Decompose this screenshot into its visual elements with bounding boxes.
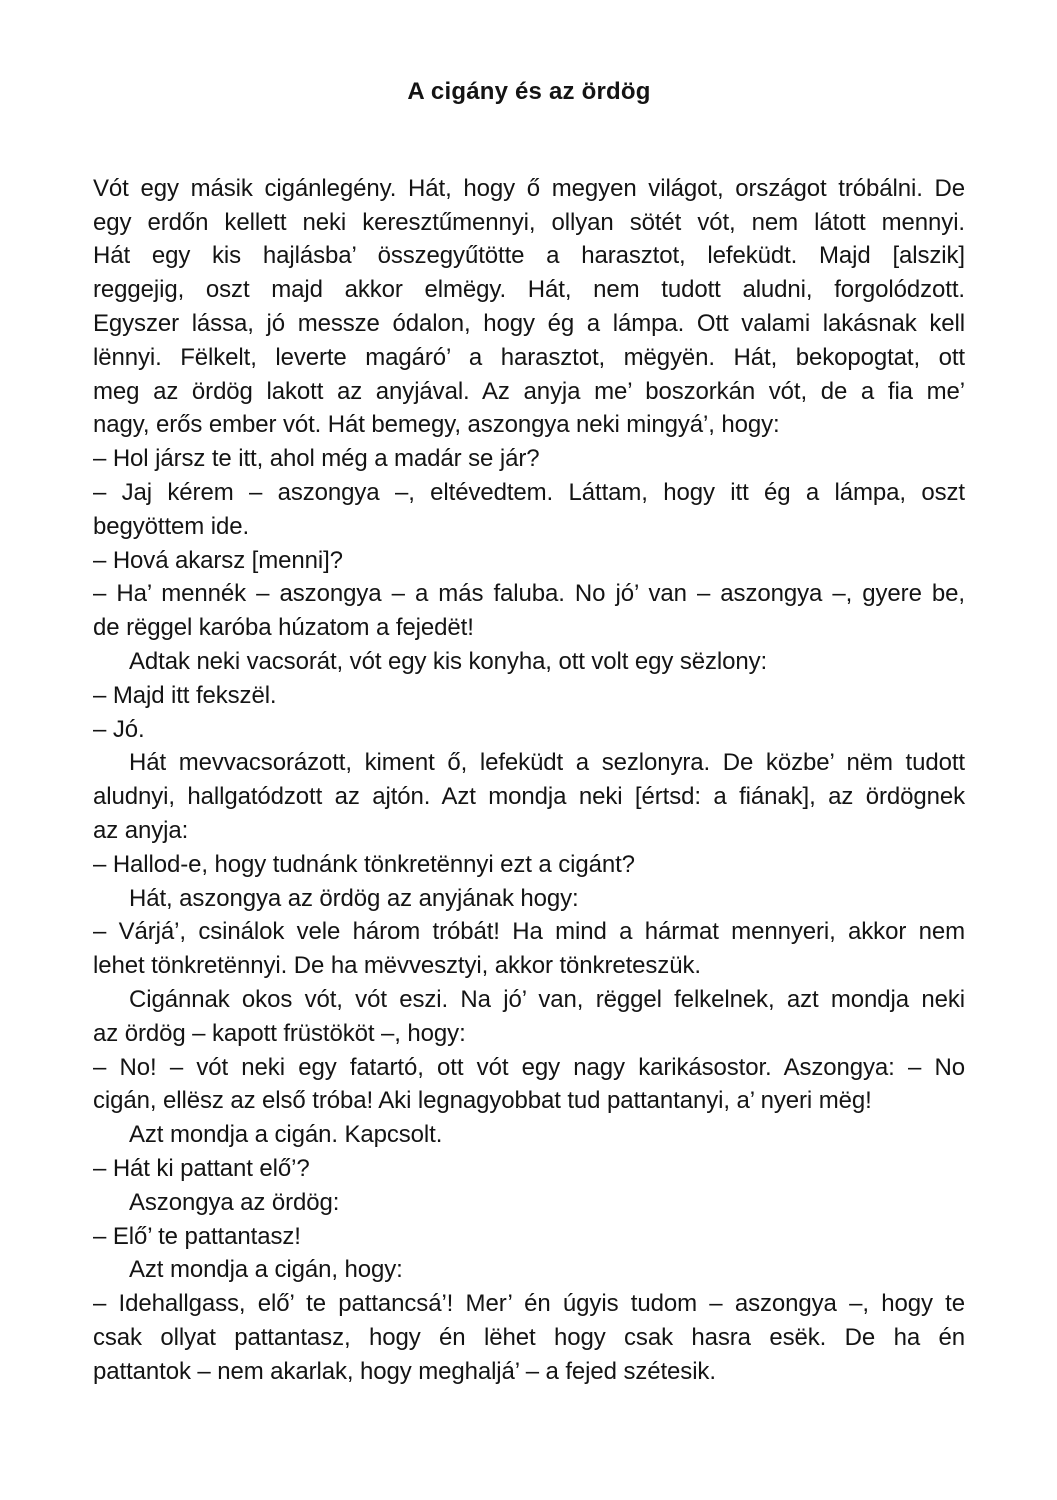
paragraph bbox=[93, 645, 965, 679]
paragraph bbox=[93, 1152, 965, 1186]
text-line: meg az ördög lakott az anyjával. Az anyja me’ boszorkán vót, de a fia me’ bbox=[93, 377, 965, 405]
text-line: Hát mevvacsorázott, kiment ő, lefeküdt a sezlonyra. De közbe’ nëm tudott bbox=[129, 749, 965, 777]
text-line: – Idehallgass, elő’ te pattancsá’! Mer’ én úgyis tudom – aszongya –, hogy te bbox=[93, 1290, 965, 1318]
text-line: – Várjá’, csinálok vele három tróbát! Ha mind a hármat mennyeri, akkor nem bbox=[93, 918, 965, 946]
paragraph bbox=[93, 1118, 965, 1152]
paragraph bbox=[93, 746, 965, 847]
text-line: az ördög – kapott früstököt –, hogy: bbox=[93, 1019, 466, 1047]
text-line: – Hallod-e, hogy tudnánk tönkretënnyi ezt a cigánt? bbox=[93, 850, 635, 878]
paragraph bbox=[93, 1220, 965, 1254]
text-line: – Jaj kérem – aszongya –, eltévedtem. Láttam, hogy itt ég a lámpa, oszt bbox=[93, 478, 965, 506]
paragraph bbox=[93, 679, 965, 713]
paragraph bbox=[93, 713, 965, 747]
text-line: lehet tönkretënnyi. De ha mëvvesztyi, akkor tönkreteszük. bbox=[93, 952, 701, 980]
text-line: – Majd itt fekszël. bbox=[93, 681, 277, 709]
paragraph bbox=[93, 848, 965, 882]
text-line: egy erdőn kellett neki keresztűmennyi, ollyan sötét vót, nem látott mennyi. bbox=[93, 208, 965, 236]
text-line: pattantok – nem akarlak, hogy meghaljá’ – a fejed szétesik. bbox=[93, 1357, 716, 1385]
paragraph bbox=[93, 1051, 965, 1119]
paragraph bbox=[93, 1186, 965, 1220]
text-line: Adtak neki vacsorát, vót egy kis konyha, ott volt egy sëzlony: bbox=[129, 647, 768, 675]
paragraph bbox=[93, 882, 965, 916]
text-line: csak ollyat pattantasz, hogy én lëhet hogy csak hasra esëk. De ha én bbox=[93, 1323, 965, 1351]
text-line: – Hát ki pattant elő’? bbox=[93, 1154, 310, 1182]
text-line: Vót egy másik cigánlegény. Hát, hogy ő megyen világot, országot tróbálni. De bbox=[93, 174, 965, 202]
text-line: lënnyi. Fëlkelt, leverte magáró’ a harasztot, mëgyën. Hát, bekopogtat, ott bbox=[93, 343, 965, 371]
text-line: Cigánnak okos vót, vót eszi. Na jó’ van, rëggel felkelnek, azt mondja neki bbox=[129, 985, 965, 1013]
paragraph bbox=[93, 915, 965, 983]
text-line: – Jó. bbox=[93, 715, 145, 743]
paragraph bbox=[93, 577, 965, 645]
text-line: nagy, erős ember vót. Hát bemegy, aszongya neki mingyá’, hogy: bbox=[93, 411, 780, 439]
text-line: reggejig, oszt majd akkor elmëgy. Hát, nem tudott aludni, forgolódzott. bbox=[93, 276, 965, 304]
text-line: – Hová akarsz [menni]? bbox=[93, 546, 343, 574]
paragraph bbox=[93, 442, 965, 476]
paragraph bbox=[93, 172, 965, 442]
story-body bbox=[93, 172, 965, 1389]
text-line: – Elő’ te pattantasz! bbox=[93, 1222, 301, 1250]
text-line: cigán, ellësz az első tróba! Aki legnagyobbat tud pattantanyi, a’ nyeri mëg! bbox=[93, 1087, 872, 1115]
text-line: Azt mondja a cigán. Kapcsolt. bbox=[129, 1121, 443, 1149]
text-line: Hát, aszongya az ördög az anyjának hogy: bbox=[129, 884, 579, 912]
paragraph bbox=[93, 544, 965, 578]
paragraph bbox=[93, 476, 965, 544]
text-line: aludnyi, hallgatódzott az ajtón. Azt mondja neki [értsd: a fiának], az ördögnek bbox=[93, 783, 965, 811]
text-line: Hát egy kis hajlásba’ összegyűtötte a harasztot, lefeküdt. Majd [alszik] bbox=[93, 242, 965, 270]
paragraph bbox=[93, 1253, 965, 1287]
text-line: Egyszer lássa, jó messze ódalon, hogy ég a lámpa. Ott valami lakásnak kell bbox=[93, 309, 965, 337]
text-line: begyöttem ide. bbox=[93, 512, 250, 540]
text-line: de rëggel karóba húzatom a fejedët! bbox=[93, 614, 474, 642]
text-line: Azt mondja a cigán, hogy: bbox=[129, 1256, 403, 1284]
document-title: A cigány és az ördög bbox=[407, 78, 651, 105]
text-line: az anyja: bbox=[93, 816, 189, 844]
text-line: – No! – vót neki egy fatartó, ott vót egy nagy karikásostor. Aszongya: – No bbox=[93, 1053, 965, 1081]
text-line: – Ha’ mennék – aszongya – a más faluba. No jó’ van – aszongya –, gyere be, bbox=[93, 580, 965, 608]
paragraph bbox=[93, 983, 965, 1051]
text-line: – Hol jársz te itt, ahol még a madár se jár? bbox=[93, 445, 540, 473]
text-line: Aszongya az ördög: bbox=[129, 1188, 340, 1216]
paragraph bbox=[93, 1287, 965, 1388]
